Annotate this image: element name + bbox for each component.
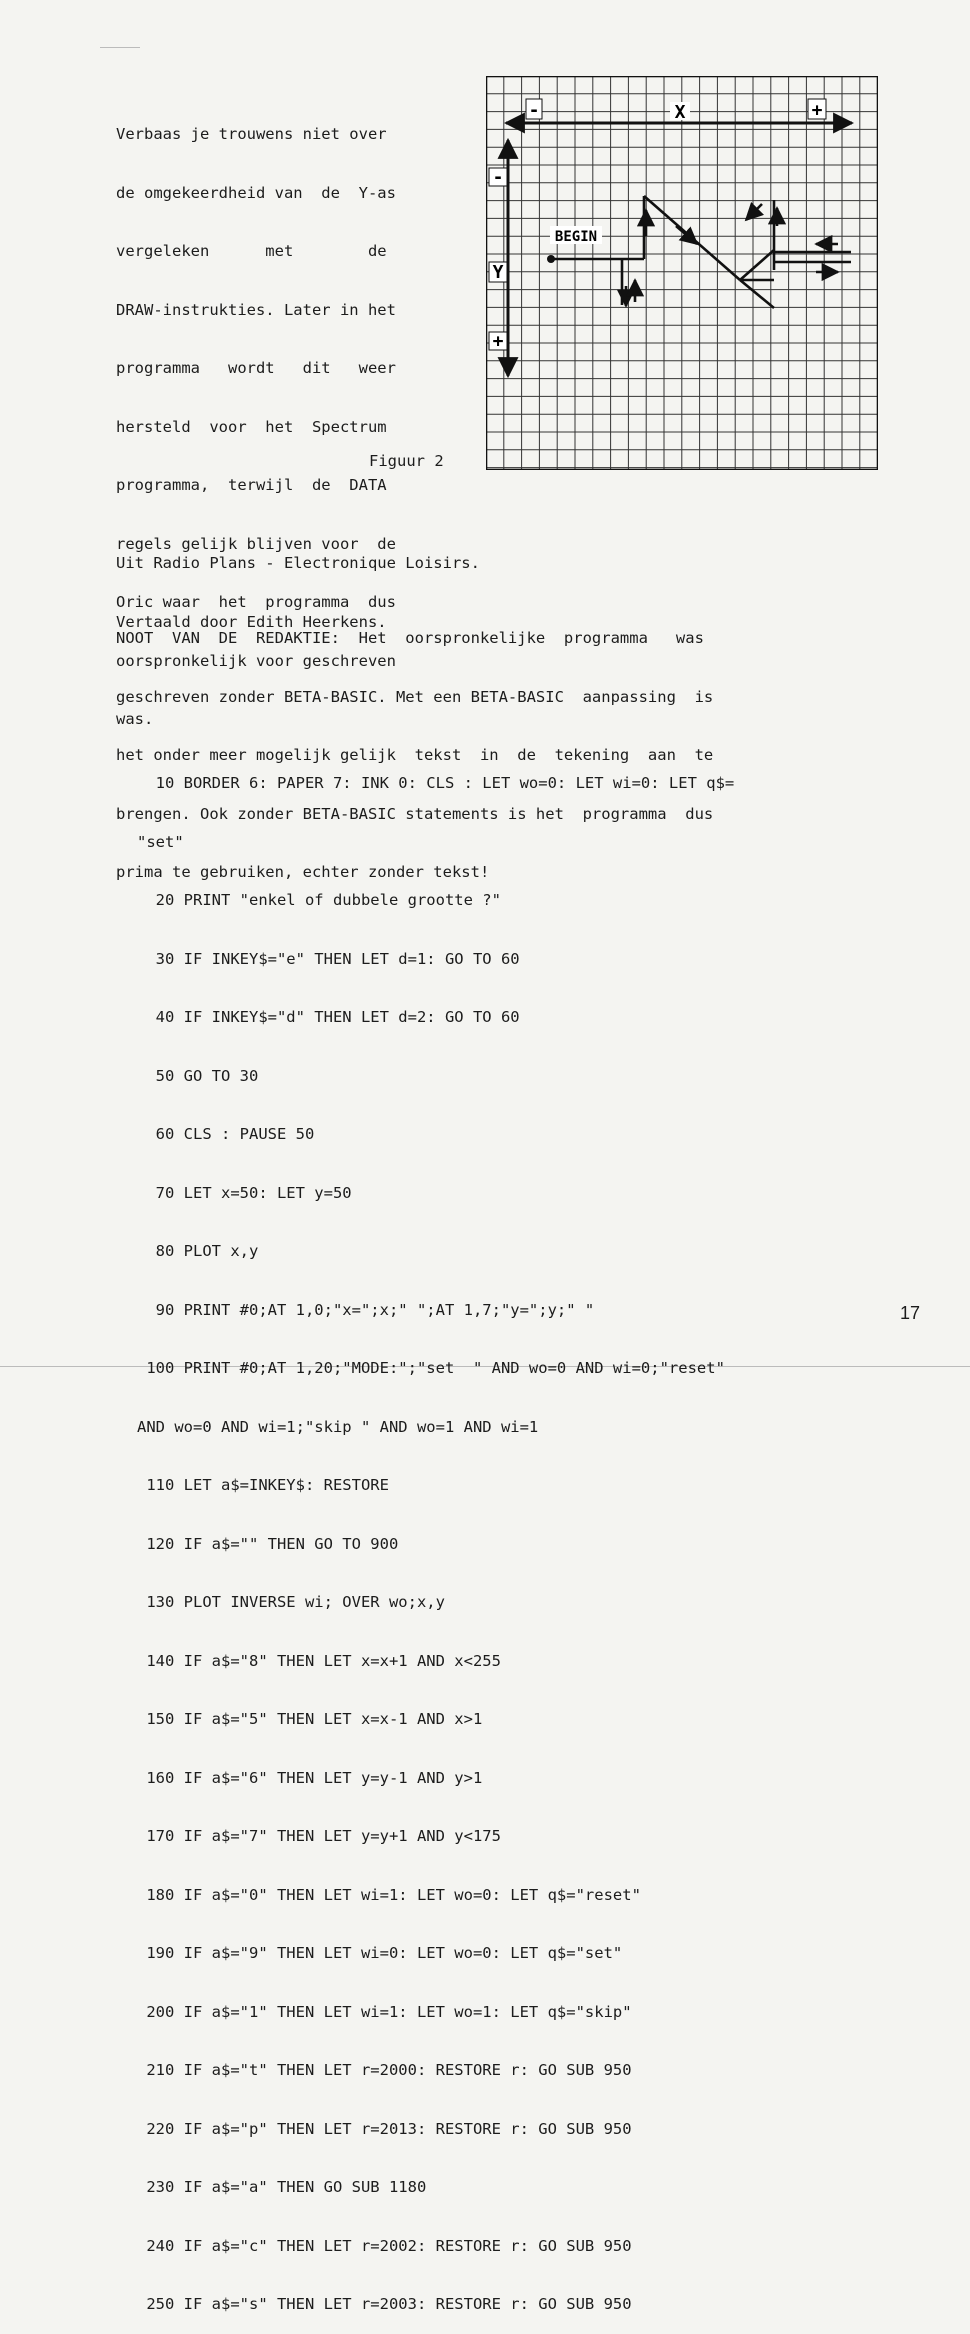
code-line: 70 LET x=50: LET y=50 (137, 1183, 352, 1202)
y-axis-label: Y (492, 262, 504, 283)
figure-2-grid-drawing (486, 76, 878, 470)
text-line: Verbaas je trouwens niet over (116, 125, 387, 143)
page-number: 17 (900, 1303, 921, 1323)
text-line: NOOT VAN DE REDAKTIE: Het oorspronkelijke programma was (116, 629, 704, 647)
code-line: 200 IF a$="1" THEN LET wi=1: LET wo=1: LET q$="skip" (137, 2002, 632, 2021)
text-line: hersteld voor het Spectrum (116, 417, 387, 436)
code-line: 120 IF a$="" THEN GO TO 900 (137, 1534, 399, 1553)
code-line: 210 IF a$="t" THEN LET r=2000: RESTORE r: GO SUB 950 (137, 2061, 632, 2079)
text-line: was. (116, 710, 154, 728)
source-line: Uit Radio Plans - Electronique Loisirs. (116, 554, 480, 572)
translator-line: Vertaald door Edith Heerkens. (116, 612, 387, 631)
code-line: "set" (137, 832, 184, 851)
text-line: oorspronkelijk voor geschreven (116, 651, 396, 670)
text-line: regels gelijk blijven voor de (116, 534, 396, 553)
code-line: 50 GO TO 30 (137, 1066, 259, 1085)
text-line: brengen. Ook zonder BETA-BASIC statements is het programma dus (116, 804, 714, 823)
figure-caption: Figuur 2 (369, 452, 444, 470)
text-line: prima te gebruiken, echter zonder tekst! (116, 863, 490, 881)
text-line: programma wordt dit weer (116, 359, 396, 377)
code-line: 10 BORDER 6: PAPER 7: INK 0: CLS : LET wo=0: LET wi=0: LET q$= (137, 774, 735, 792)
code-line: 140 IF a$="8" THEN LET x=x+1 AND x<255 (137, 1651, 501, 1670)
x-axis-label: X (674, 102, 686, 123)
code-line: 150 IF a$="5" THEN LET x=x-1 AND x>1 (137, 1710, 483, 1728)
code-line: 100 PRINT #0;AT 1,20;"MODE:";"set " AND wo=0 AND wi=0;"reset" (137, 1359, 725, 1377)
code-line: 230 IF a$="a" THEN GO SUB 1180 (137, 2178, 427, 2196)
code-line: 220 IF a$="p" THEN LET r=2013: RESTORE r: GO SUB 950 (137, 2119, 632, 2138)
text-line: vergeleken met de (116, 242, 387, 260)
text-line: de omgekeerdheid van de Y-as (116, 183, 396, 202)
x-axis-minus-label: - (528, 100, 540, 121)
code-line: 80 PLOT x,y (137, 1242, 259, 1260)
x-axis-plus-label: + (811, 100, 823, 121)
code-line: 40 IF INKEY$="d" THEN LET d=2: GO TO 60 (137, 1008, 520, 1026)
code-line: 110 LET a$=INKEY$: RESTORE (137, 1476, 389, 1494)
basic-code-listing (137, 735, 734, 2334)
code-line: 90 PRINT #0;AT 1,0;"x=";x;" ";AT 1,7;"y=";y;" " (137, 1300, 595, 1319)
code-line: 60 CLS : PAUSE 50 (137, 1125, 315, 1143)
y-axis-plus-label: + (492, 331, 504, 352)
text-line: geschreven zonder BETA-BASIC. Met een BETA-BASIC aanpassing is (116, 687, 714, 706)
text-line: Oric waar het programma dus (116, 593, 396, 611)
text-line: DRAW-instrukties. Later in het (116, 300, 396, 319)
text-line: het onder meer mogelijk gelijk tekst in de tekening aan te (116, 746, 714, 764)
code-line: 250 IF a$="s" THEN LET r=2003: RESTORE r: GO SUB 950 (137, 2295, 632, 2313)
code-line: 170 IF a$="7" THEN LET y=y+1 AND y<175 (137, 1827, 501, 1845)
code-line: AND wo=0 AND wi=1;"skip " AND wo=1 AND wi=1 (137, 1417, 539, 1436)
code-line: 130 PLOT INVERSE wi; OVER wo;x,y (137, 1593, 445, 1611)
text-line: programma, terwijl de DATA (116, 476, 387, 494)
code-line: 190 IF a$="9" THEN LET wi=0: LET wo=0: LET q$="set" (137, 1944, 623, 1962)
begin-label: BEGIN (554, 229, 598, 245)
code-line: 240 IF a$="c" THEN LET r=2002: RESTORE r: GO SUB 950 (137, 2236, 632, 2255)
code-line: 30 IF INKEY$="e" THEN LET d=1: GO TO 60 (137, 949, 520, 968)
scan-artifact-line (100, 47, 140, 48)
code-line: 160 IF a$="6" THEN LET y=y-1 AND y>1 (137, 1768, 483, 1787)
y-axis-minus-label: - (492, 167, 504, 188)
code-line: 20 PRINT "enkel of dubbele grootte ?" (137, 891, 501, 909)
code-line: 180 IF a$="0" THEN LET wi=1: LET wo=0: LET q$="reset" (137, 1885, 641, 1904)
